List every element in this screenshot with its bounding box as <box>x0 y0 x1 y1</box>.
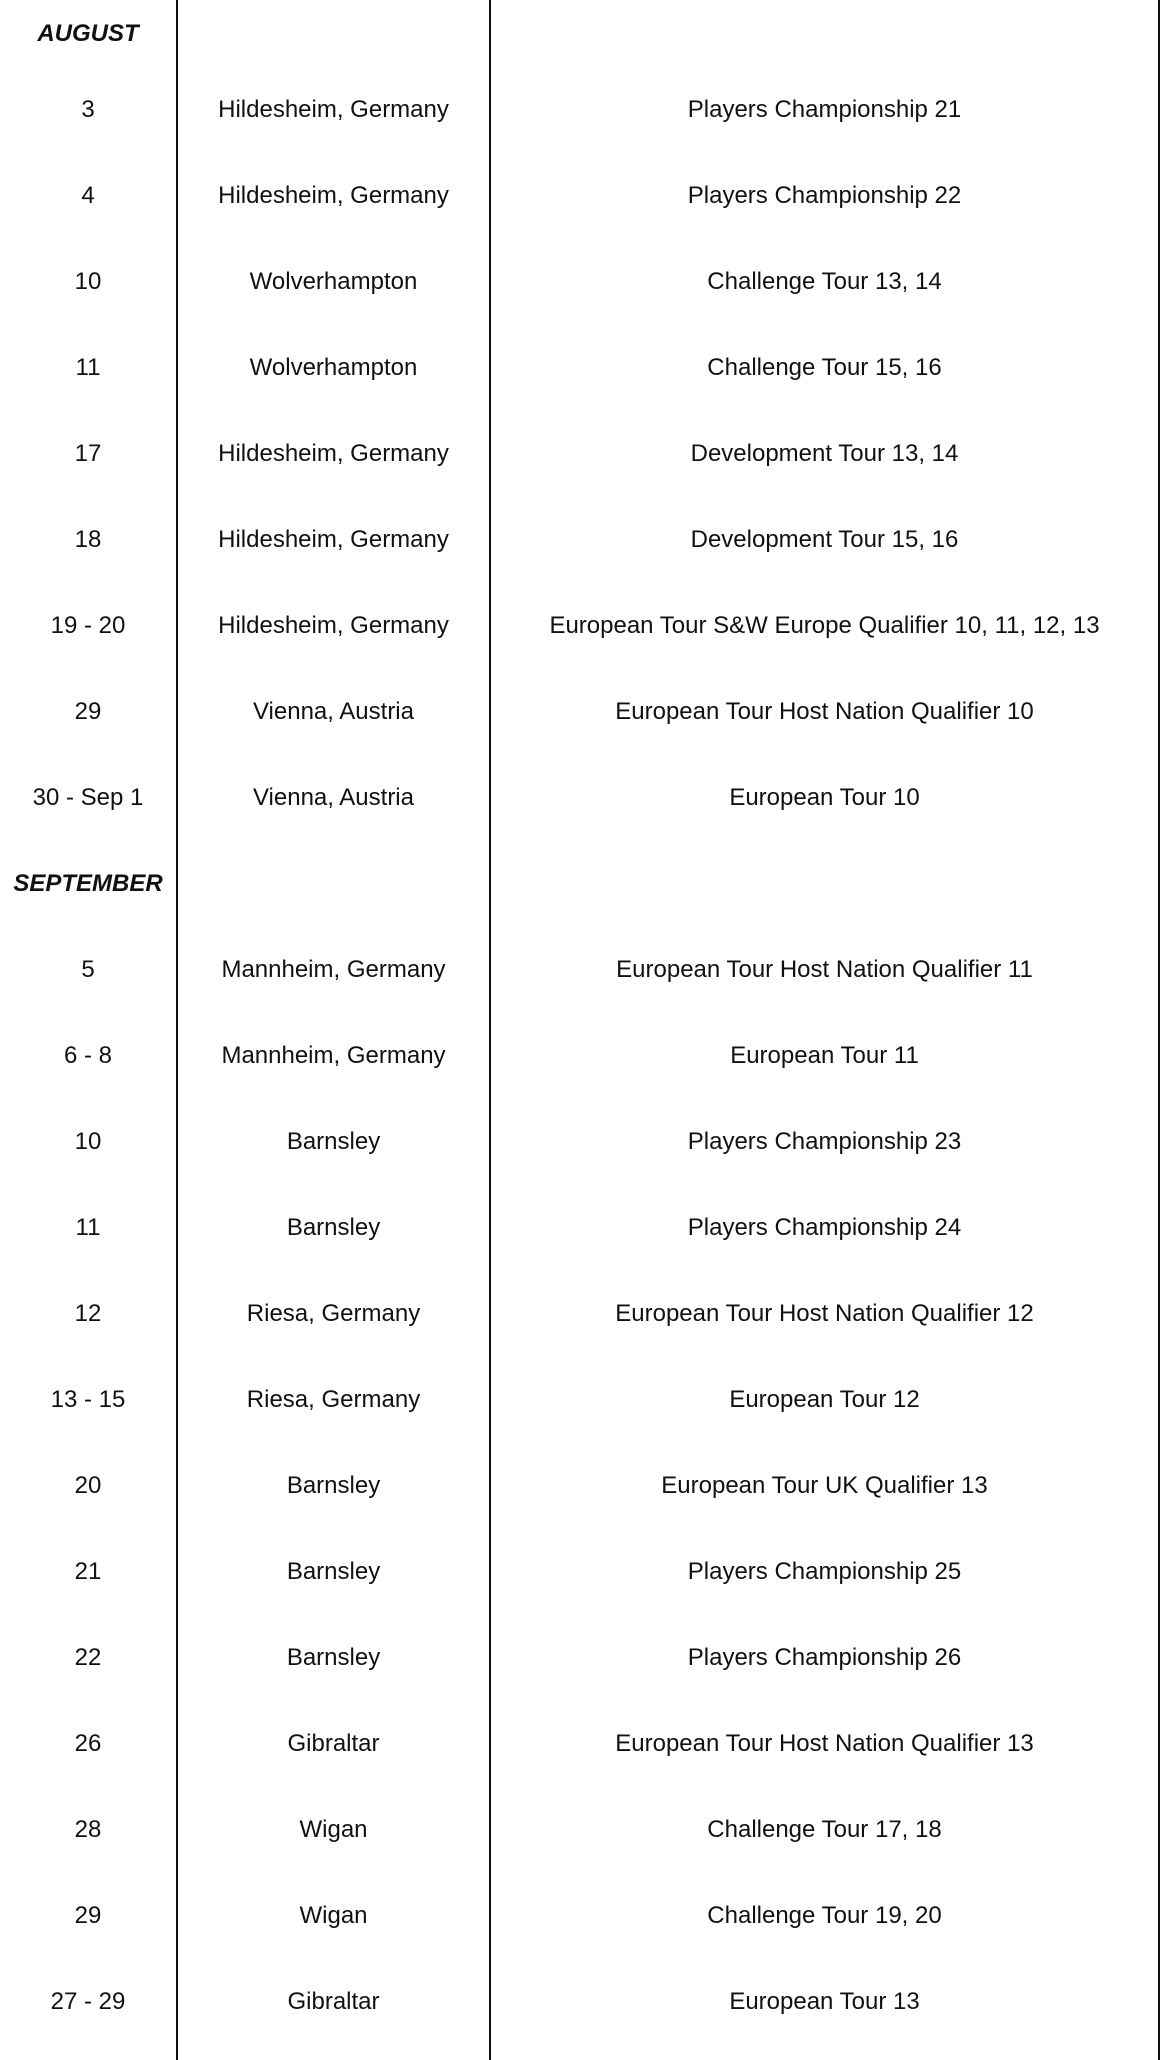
table-row <box>0 1615 1160 1701</box>
month-label: SEPTEMBER <box>13 870 163 897</box>
table-row <box>0 153 1160 239</box>
event-venue: Riesa, Germany <box>246 1300 421 1327</box>
event-date: 29 <box>74 698 102 725</box>
table-row <box>0 1873 1160 1959</box>
event-venue: Hildesheim, Germany <box>218 96 449 123</box>
table-row <box>0 1529 1160 1615</box>
table-row <box>0 1787 1160 1873</box>
table-row <box>0 755 1160 841</box>
event-venue: Barnsley <box>286 1472 381 1499</box>
event-venue: Riesa, Germany <box>246 1386 421 1413</box>
event-name: European Tour 10 <box>729 784 920 811</box>
table-row <box>0 1701 1160 1787</box>
event-name: European Tour 13 <box>729 1988 920 2015</box>
table-row <box>0 1357 1160 1443</box>
event-venue: Wolverhampton <box>249 354 418 381</box>
event-date: 29 <box>74 1902 102 1929</box>
table-row <box>0 67 1160 153</box>
event-date: 3 <box>81 96 95 123</box>
event-date: 28 <box>74 1816 102 1843</box>
table-row <box>0 325 1160 411</box>
event-date: 26 <box>74 1730 102 1757</box>
table-row <box>0 927 1160 1013</box>
event-date: 27 - 29 <box>50 1988 126 2015</box>
event-name: Players Championship 23 <box>687 1128 962 1155</box>
event-name: Players Championship 22 <box>687 182 962 209</box>
table-row <box>0 1185 1160 1271</box>
event-venue: Gibraltar <box>287 1730 380 1757</box>
month-label: AUGUST <box>37 19 139 47</box>
event-date: 20 <box>74 1472 102 1499</box>
event-name: European Tour S&W Europe Qualifier 10, 11, 12, 13 <box>549 612 1100 639</box>
event-venue: Wigan <box>299 1816 368 1843</box>
event-name: Players Championship 25 <box>687 1558 962 1585</box>
event-date: 12 <box>74 1300 102 1327</box>
event-venue: Hildesheim, Germany <box>218 612 449 639</box>
event-date: 10 <box>74 1128 102 1155</box>
event-date: 18 <box>74 526 102 553</box>
event-name: Development Tour 15, 16 <box>690 526 959 553</box>
event-venue: Wigan <box>299 1902 368 1929</box>
event-venue: Barnsley <box>286 1644 381 1671</box>
event-venue: Gibraltar <box>287 1988 380 2015</box>
event-name: Challenge Tour 19, 20 <box>707 1902 942 1929</box>
event-name: Players Championship 24 <box>687 1214 962 1241</box>
table-row <box>0 1271 1160 1357</box>
event-venue: Hildesheim, Germany <box>218 440 449 467</box>
event-name: Challenge Tour 13, 14 <box>707 268 942 295</box>
table-row <box>0 1443 1160 1529</box>
event-name: Development Tour 13, 14 <box>690 440 959 467</box>
event-name: Players Championship 21 <box>687 96 962 123</box>
event-date: 6 - 8 <box>63 1042 113 1069</box>
table-row <box>0 239 1160 325</box>
event-date: 13 - 15 <box>50 1386 126 1413</box>
table-row <box>0 497 1160 583</box>
table-row <box>0 411 1160 497</box>
event-venue: Vienna, Austria <box>252 698 414 725</box>
event-venue: Mannheim, Germany <box>221 956 446 983</box>
event-venue: Hildesheim, Germany <box>218 182 449 209</box>
month-header-row <box>0 841 1160 927</box>
event-venue: Hildesheim, Germany <box>218 526 449 553</box>
event-date: 30 - Sep 1 <box>32 784 144 811</box>
table-row <box>0 1959 1160 2045</box>
event-venue: Barnsley <box>286 1558 381 1585</box>
event-name: European Tour UK Qualifier 13 <box>661 1472 988 1499</box>
month-header-row <box>0 0 1160 67</box>
event-date: 17 <box>74 440 102 467</box>
event-name: European Tour 11 <box>730 1042 919 1069</box>
event-date: 5 <box>81 956 95 983</box>
event-date: 11 <box>75 1214 101 1241</box>
event-venue: Mannheim, Germany <box>221 1042 446 1069</box>
table-row <box>0 583 1160 669</box>
event-name: European Tour Host Nation Qualifier 13 <box>615 1730 1034 1757</box>
event-date: 4 <box>81 182 95 209</box>
event-name: European Tour Host Nation Qualifier 11 <box>616 956 1033 983</box>
table-row <box>0 1099 1160 1185</box>
event-venue: Vienna, Austria <box>252 784 414 811</box>
event-venue: Barnsley <box>286 1214 381 1241</box>
event-name: European Tour 12 <box>729 1386 920 1413</box>
table-row <box>0 1013 1160 1099</box>
event-name: Players Championship 26 <box>687 1644 962 1671</box>
event-venue: Wolverhampton <box>249 268 418 295</box>
event-date: 10 <box>74 268 102 295</box>
event-name: Challenge Tour 15, 16 <box>707 354 942 381</box>
event-name: European Tour Host Nation Qualifier 12 <box>615 1300 1034 1327</box>
event-venue: Barnsley <box>286 1128 381 1155</box>
event-name: Challenge Tour 17, 18 <box>707 1816 942 1843</box>
event-name: European Tour Host Nation Qualifier 10 <box>615 698 1034 725</box>
table-row <box>0 669 1160 755</box>
event-date: 19 - 20 <box>50 612 126 639</box>
event-date: 22 <box>74 1644 102 1671</box>
event-date: 11 <box>75 354 101 381</box>
event-date: 21 <box>74 1558 102 1585</box>
